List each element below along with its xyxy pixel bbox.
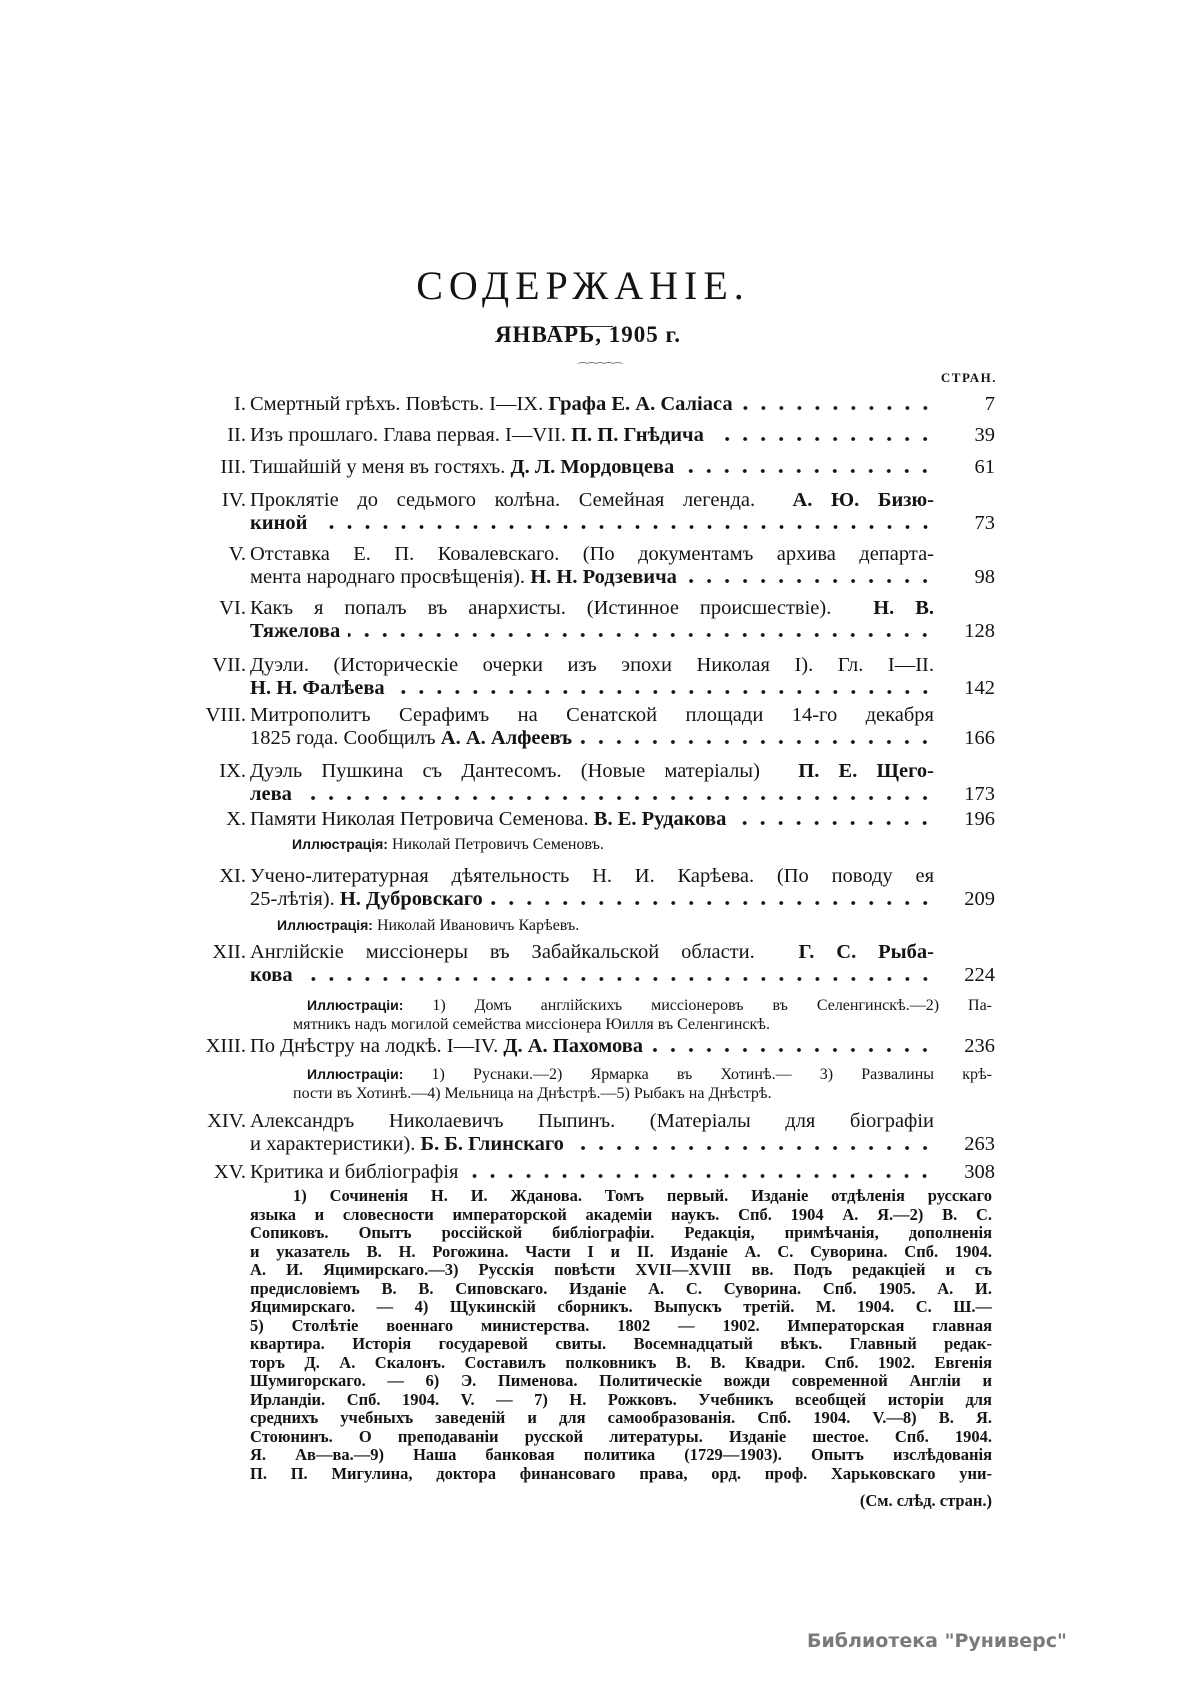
continued-note: (См. слѣд. стран.) [859, 1491, 992, 1510]
criticism-line: Шумигорскаго. — 6) Э. Пименова. Политическіе вожди современной Англіи и [250, 1372, 992, 1390]
toc-entry [190, 489, 995, 535]
entry-title: Учено-литературная дѣятельность Н. И. Карѣева. (По поводу ея [250, 865, 934, 887]
entry-number: VI. [219, 597, 246, 619]
entry-line [250, 865, 934, 888]
entry-author: Б. Б. Глинскаго [420, 1133, 564, 1155]
entry-title: мента народнаго просвѣщенія). [250, 566, 531, 588]
entry-line [250, 704, 934, 727]
entry-number: XIII. [205, 1035, 246, 1057]
criticism-line: Стоюнинъ. О преподаваніи русской литературы. Изданіе шестое. Спб. 1904. [250, 1427, 992, 1446]
entry-title: и характеристики). [250, 1133, 421, 1155]
entry-title: Отставка Е. П. Ковалевскаго. (По документамъ архива департа- [250, 543, 934, 565]
dot-leader [580, 727, 934, 750]
illustration-label: Иллюстрація: [292, 836, 388, 852]
entry-title: 25-лѣтія). [250, 888, 340, 910]
illustration-label: Иллюстрація: [277, 917, 373, 933]
page-number: 308 [964, 1161, 995, 1183]
toc-entry [190, 1161, 995, 1184]
entry-title: Митрополитъ Серафимъ на Сенатской площади 14-го декабря [250, 704, 934, 726]
criticism-line: П. П. Мигулина, доктора финансоваго права, орд. проф. Харьковскаго уни- [250, 1464, 992, 1483]
dot-leader [316, 512, 935, 535]
entry-line [250, 456, 995, 479]
entry-title: Изъ прошлаго. Глава первая. I—VII. [250, 424, 572, 446]
issue-heading: ЯНВАРЬ, 1905 г. [494, 322, 682, 347]
criticism-line: и указатель В. Н. Рогожина. Части I и II. Изданіе А. С. Суворина. Спб. 1904. [250, 1242, 992, 1261]
criticism-contents [250, 1187, 992, 1483]
illustration-text: мятникъ надъ могилой семейства миссіонера Юилля въ Селенгинскѣ. [293, 1016, 770, 1033]
entry-number: VII. [212, 654, 246, 676]
entry-author: Д. Л. Мордовцева [510, 456, 675, 478]
illustration-text: Николай Петровичъ Семеновъ. [391, 836, 604, 853]
page-number: 224 [964, 964, 995, 986]
entry-title: Англійскіе миссіонеры въ Забайкальской области. [250, 941, 777, 963]
entry-line [250, 808, 995, 831]
entry-line [250, 964, 995, 987]
entry-line [250, 566, 995, 589]
illustration-caption [293, 1084, 992, 1103]
criticism-line: среднихъ учебныхъ заведеній и для самообразованія. Спб. 1904. V.—8) В. Я. [250, 1409, 992, 1427]
entry-title: Памяти Николая Петровича Семенова. [250, 808, 594, 830]
entry-author: А. А. Алфеевъ [440, 727, 573, 749]
illustration-label: Иллюстраціи: [307, 997, 404, 1013]
page-number: 73 [974, 512, 995, 534]
toc-entry [190, 424, 995, 447]
entry-title: Критика и библіографія [250, 1161, 459, 1183]
dot-leader [651, 1035, 934, 1058]
illustration-caption [307, 996, 992, 1015]
dot-leader [300, 783, 934, 806]
illustration-label: Иллюстраціи: [307, 1066, 404, 1082]
criticism-line: Я. Ав—ва.—9) Наша банковая политика (1729—1903). Опытъ изслѣдованія [250, 1446, 992, 1464]
entry-title: Проклятіе до седьмого колѣна. Семейная легенда. [250, 489, 774, 511]
entry-author: Н. Н. Родзевича [530, 566, 677, 588]
entry-line [250, 1110, 934, 1133]
entry-line [250, 489, 934, 512]
toc-entry [190, 543, 995, 589]
entry-line [250, 620, 995, 643]
ornament-divider: ⁀⁀⁀⁀⁀ [578, 362, 622, 376]
dot-leader [712, 424, 934, 447]
illustration-text: 1) Руснаки.—2) Ярмарка въ Хотинѣ.— 3) Развалины крѣ- [431, 1066, 992, 1083]
illustration-caption [293, 1015, 992, 1034]
illustration-caption [307, 1065, 992, 1084]
entry-author: Н. Дубровскаго [339, 888, 483, 910]
toc-entry [190, 654, 995, 700]
illustration-caption [277, 916, 579, 935]
page-number: 196 [964, 808, 995, 830]
page-title: СОДЕРЖАНІЕ. [416, 263, 750, 308]
entry-number: X. [226, 808, 246, 830]
dot-leader [682, 456, 934, 479]
dot-leader [393, 677, 934, 700]
page-number: 98 [974, 566, 995, 588]
page-number: 166 [964, 727, 995, 749]
entry-author: Д. А. Пахомова [503, 1035, 644, 1057]
entry-number: II. [227, 424, 246, 446]
page-number: 7 [984, 393, 995, 415]
entry-line [250, 1035, 995, 1058]
entry-line [250, 941, 934, 964]
entry-number: V. [228, 543, 246, 565]
page-number: 236 [964, 1035, 995, 1057]
entry-author: киной [250, 512, 308, 534]
entry-author: Графа Е. А. Саліаса [548, 393, 733, 415]
page-column-label: СТРАН. [940, 370, 997, 385]
entry-number: IV. [221, 489, 246, 511]
dot-leader [301, 964, 934, 987]
entry-line [250, 783, 995, 806]
toc-entry [190, 808, 995, 831]
entry-line [250, 424, 995, 447]
illustration-text: 1) Домъ англійскихъ миссіонеровъ въ Селенгинскѣ.—2) Па- [432, 997, 992, 1014]
criticism-line: квартира. Исторія государевой свиты. Восемнадцатый вѣкъ. Главный редак- [250, 1335, 992, 1353]
entry-title: Смертный грѣхъ. Повѣсть. I—IX. [250, 393, 549, 415]
entry-number: XII. [212, 941, 246, 963]
entry-number: XIV. [207, 1110, 246, 1132]
entry-title: Какъ я попалъ въ анархисты. (Истинное происшествіе). [250, 597, 853, 619]
entry-line [250, 1161, 995, 1184]
entry-author: А. Ю. Бизю- [792, 489, 934, 511]
entry-title: Тишайшій у меня въ гостяхъ. [250, 456, 511, 478]
toc-entry [190, 865, 995, 911]
entry-line [250, 888, 995, 911]
entry-line [250, 727, 995, 750]
illustration-caption [292, 835, 604, 854]
entry-line [250, 1133, 995, 1156]
dot-leader [685, 566, 934, 589]
dot-leader [734, 808, 934, 831]
criticism-line: Сопиковъ. Опытъ россійской библіографіи. Редакція, примѣчанія, дополненія [250, 1224, 992, 1242]
entry-number: XI. [219, 865, 246, 887]
entry-author: Тяжелова [250, 620, 341, 642]
entry-author: Н. Н. Фалѣева [250, 677, 385, 699]
criticism-line: языка и словесности императорской академіи наукъ. Спб. 1904 А. Я.—2) В. С. [250, 1205, 992, 1224]
entry-number: I. [234, 393, 246, 415]
criticism-line: А. И. Яцимирскаго.—3) Русскія повѣсти XVII—XVIII вв. Подъ редакціей и съ [250, 1261, 992, 1279]
dot-leader [572, 1133, 934, 1156]
page-number: 142 [964, 677, 995, 699]
entry-number: III. [220, 456, 246, 478]
page-number: 209 [964, 888, 995, 910]
criticism-line: 1) Сочиненія Н. И. Жданова. Томъ первый. Изданіе отдѣленія русскаго [293, 1187, 992, 1205]
entry-line [250, 597, 934, 620]
criticism-line: 5) Столѣтіе военнаго министерства. 1802 — 1902. Императорская главная [250, 1316, 992, 1335]
criticism-line: предисловіемъ В. В. Сиповскаго. Изданіе А. С. Суворина. Спб. 1905. А. И. [250, 1279, 992, 1298]
library-watermark: Библиотека "Руниверс" [807, 1630, 1067, 1652]
toc-entry [190, 704, 995, 750]
dot-leader [491, 888, 934, 911]
dot-leader [741, 393, 934, 416]
entry-author: Н. В. [873, 597, 934, 619]
toc-entry [190, 1110, 995, 1156]
entry-title: Дуэли. (Историческіе очерки изъ эпохи Николая I). Гл. I—II. [250, 654, 934, 676]
page-number: 263 [964, 1133, 995, 1155]
toc-entry [190, 1035, 995, 1058]
criticism-line: Яцимирскаго. — 4) Щукинскій сборникъ. Выпускъ третій. М. 1904. С. Ш.— [250, 1298, 992, 1316]
entry-author: П. Е. Щего- [798, 760, 934, 782]
entry-title: Дуэль Пушкина съ Дантесомъ. (Новые матеріалы) [250, 760, 780, 782]
illustration-text: Николай Ивановичъ Карѣевъ. [376, 917, 580, 934]
entry-author: лева [250, 783, 292, 805]
entry-line [250, 760, 934, 783]
toc-entry [190, 456, 995, 479]
entry-author: П. П. Гнѣдича [571, 424, 704, 446]
dot-leader [466, 1161, 934, 1184]
criticism-line: Ирландіи. Спб. 1904. V. — 7) Н. Рожковъ. Учебникъ всеобщей исторіи для [250, 1390, 992, 1409]
entry-title: Александръ Николаевичъ Пыпинъ. (Матеріалы для біографіи [250, 1110, 934, 1132]
entry-author: В. Е. Рудакова [593, 808, 727, 830]
entry-author: кова [250, 964, 293, 986]
toc-entry [190, 760, 995, 806]
page-number: 128 [964, 620, 995, 642]
dot-leader [348, 620, 934, 643]
page-number: 61 [974, 456, 995, 478]
entry-line [250, 393, 995, 416]
entry-number: IX. [219, 760, 246, 782]
entry-number: VIII. [205, 704, 246, 726]
entry-line [250, 512, 995, 535]
entry-line [250, 677, 995, 700]
entry-number: XV. [213, 1161, 246, 1183]
page-number: 173 [964, 783, 995, 805]
entry-title: По Днѣстру на лодкѣ. I—IV. [250, 1035, 504, 1057]
entry-author: Г. С. Рыба- [798, 941, 934, 963]
illustration-text: пости въ Хотинѣ.—4) Мельница на Днѣстрѣ.—5) Рыбакъ на Днѣстрѣ. [293, 1085, 772, 1102]
toc-entry [190, 393, 995, 416]
entry-line [250, 543, 934, 566]
entry-title: 1825 года. Сообщилъ [250, 727, 441, 749]
page-number: 39 [974, 424, 995, 446]
toc-entry [190, 941, 995, 987]
entry-line [250, 654, 934, 677]
toc-entry [190, 597, 995, 643]
criticism-line: торъ Д. А. Скалонъ. Составилъ полковникъ В. В. Квадри. Спб. 1902. Евгенія [250, 1353, 992, 1372]
